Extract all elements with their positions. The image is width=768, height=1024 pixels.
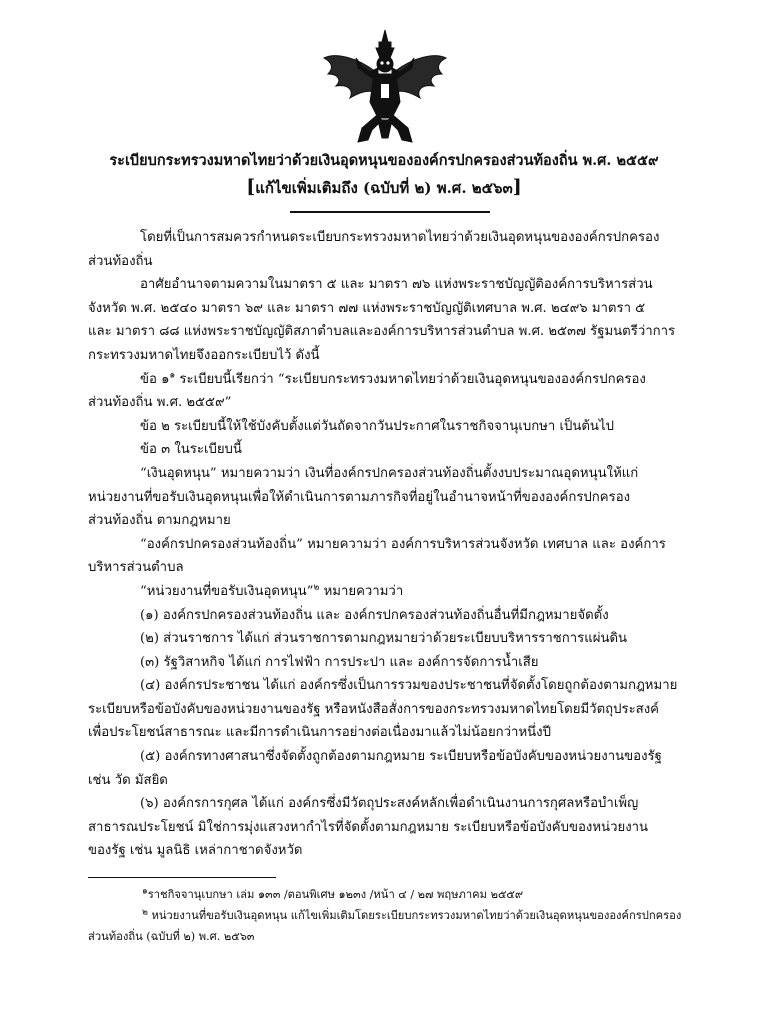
body-line-text: (๒) ส่วนราชการ ได้แก่ ส่วนราชการตามกฎหมายว่าด้วยระเบียบบริหารราชการแผ่นดิน: [140, 631, 628, 647]
title-divider: [290, 211, 490, 213]
body-line-text: โดยที่เป็นการสมควรกำหนดระเบียบกระทรวงมหาดไทยว่าด้วยเงินอุดหนุนขององค์กรปกครอง: [140, 230, 660, 245]
body-line-text: ระเบียบหรือข้อบังคับของหน่วยงานของรัฐ หรือหนังสือสั่งการของกระทรวงมหาดไทยโดยมีวัตถุประสงค์: [88, 701, 659, 717]
footnote-mark: ๒: [142, 907, 148, 918]
bracket-open: [: [246, 176, 256, 198]
body-line-text-rest: ระเบียบนี้เรียกว่า “ระเบียบกระทรวงมหาดไทยว่าด้วยเงินอุดหนุนขององค์กรปกครอง: [175, 371, 646, 387]
body-line-text: “เงินอุดหนุน” หมายความว่า เงินที่องค์กรปกครองส่วนท้องถิ่นตั้งงบประมาณอุดหนุนให้แก่: [140, 465, 639, 481]
body-line: [88, 438, 688, 462]
body-line-text: ส่วนท้องถิ่น ตามกฎหมาย: [88, 513, 231, 529]
footnote-text: ส่วนท้องถิ่น (ฉบับที่ ๒) พ.ศ. ๒๕๖๓: [88, 930, 255, 943]
footnote-2-continued: [88, 926, 688, 947]
body-line-text: ข้อ ๒ ระเบียบนี้ให้ใช้บังคับตั้งแต่วันถัดจากวันประกาศในราชกิจจานุเบกษา เป็นต้นไป: [140, 418, 614, 434]
footnote-reference: ๑: [169, 370, 176, 381]
body-line-text: กระทรวงมหาดไทยจึงออกระเบียบไว้ ดังนี้: [88, 347, 320, 363]
body-line: [88, 604, 688, 628]
body-line-text: เพื่อประโยชน์สาธารณะ และมีการดำเนินการอย่างต่อเนื่องมาแล้วไม่น้อยกว่าหนึ่งปี: [88, 725, 551, 741]
body-line-text: ส่วนท้องถิ่น: [88, 253, 153, 269]
body-line: [88, 698, 688, 722]
body-line-text: สาธารณประโยชน์ มิใช่การมุ่งแสวงหากำไรที่จัดตั้งตามกฎหมาย ระเบียบหรือข้อบังคับของหน่วยงาน: [88, 819, 649, 835]
body-line: [88, 769, 688, 793]
body-line: [88, 250, 688, 274]
body-line-text: ข้อ ๓ ในระเบียบนี้: [140, 442, 242, 458]
footnote-text: หน่วยงานที่ขอรับเงินอุดหนุน แก้ไขเพิ่มเติมโดยระเบียบกระทรวงมหาดไทยว่าด้วยเงินอุดหนุนขององค์กรปกครอง: [147, 909, 682, 922]
footnote-divider: [88, 877, 276, 878]
body-line: [88, 533, 688, 557]
body-line: [88, 674, 688, 698]
footnote-1: [88, 884, 742, 905]
body-line: [88, 462, 688, 486]
body-line: [88, 839, 688, 863]
body-line-text: (๓) รัฐวิสาหกิจ ได้แก่ การไฟฟ้า การประปา และ องค์การจัดการน้ำเสีย: [140, 654, 539, 670]
body-line-text: (๔) องค์กรประชาชน ได้แก่ องค์กรซึ่งเป็นการรวมของประชาชนที่จัดตั้งโดยถูกต้องตามกฎหมาย: [140, 678, 678, 694]
document-title: ระเบียบกระทรวงมหาดไทยว่าด้วยเงินอุดหนุนขององค์กรปกครองส่วนท้องถิ่น พ.ศ. ๒๕๕๙: [109, 152, 659, 169]
body-line-text: อาศัยอำนาจตามความในมาตรา ๕ และ มาตรา ๗๖ แห่งพระราชบัญญัติองค์การบริหารส่วน: [140, 277, 653, 293]
body-line: [88, 651, 688, 675]
body-line-text: จังหวัด พ.ศ. ๒๕๔๐ มาตรา ๖๙ และ มาตรา ๗๗ แห่งพระราชบัญญัติเทศบาล พ.ศ. ๒๔๙๖ มาตรา ๕: [88, 300, 646, 316]
footnote-2: [88, 905, 742, 926]
body-line: [88, 415, 688, 439]
body-line: [88, 721, 688, 745]
body-line: [88, 368, 688, 392]
body-line: [88, 556, 688, 580]
body-line-text: (๑) องค์กรปกครองส่วนท้องถิ่น และ องค์กรปกครองส่วนท้องถิ่นอื่นที่มีกฎหมายจัดตั้ง: [140, 607, 609, 623]
body-line-text: “หน่วยงานที่ขอรับเงินอุดหนุน”: [140, 583, 314, 599]
bracket-close: ]: [512, 176, 522, 198]
body-line: [88, 344, 688, 368]
body-line-text: ของรัฐ เช่น มูลนิธิ เหล่ากาชาดจังหวัด: [88, 843, 303, 859]
body-line: [88, 273, 688, 297]
body-line: [88, 792, 688, 816]
footnote-text: ราชกิจจานุเบกษา เล่ม ๑๓๓ /ตอนพิเศษ ๑๒๓ง /หน้า ๔ / ๒๗ พฤษภาคม ๒๕๕๙: [147, 888, 524, 901]
body-line-text: บริหารส่วนตำบล: [88, 560, 184, 576]
body-line-text: ข้อ ๑: [140, 371, 170, 387]
body-line: [88, 320, 688, 344]
body-line: [88, 816, 688, 840]
body-line-text: เช่น วัด มัสยิด: [88, 772, 168, 788]
footnote-mark: ๑: [142, 886, 148, 897]
document-body: [88, 226, 688, 863]
document-subtitle: [40, 177, 728, 198]
footnote-reference: ๒: [313, 582, 320, 593]
body-line: [88, 391, 688, 415]
body-line-text: “องค์กรปกครองส่วนท้องถิ่น” หมายความว่า องค์การบริหารส่วนจังหวัด เทศบาล และ องค์การ: [140, 536, 666, 552]
subtitle-text: แก้ไขเพิ่มเติมถึง (ฉบับที่ ๒) พ.ศ. ๒๕๖๓: [255, 179, 513, 197]
body-line-text: หน่วยงานที่ขอรับเงินอุดหนุนเพื่อให้ดำเนินการตามภารกิจที่อยู่ในอำนาจหน้าที่ขององค์กรปกครอง: [88, 489, 631, 505]
garuda-emblem-icon: [318, 28, 452, 146]
body-line: [88, 580, 688, 604]
body-line: [88, 226, 688, 250]
body-line: [88, 745, 688, 769]
body-line: [88, 627, 688, 651]
body-line-text: ส่วนท้องถิ่น พ.ศ. ๒๕๕๙”: [88, 395, 232, 411]
body-line-text-rest: หมายความว่า: [319, 583, 404, 599]
body-line: [88, 509, 688, 533]
body-line-text: และ มาตรา ๘๘ แห่งพระราชบัญญัติสภาตำบลและองค์การบริหารส่วนตำบล พ.ศ. ๒๕๓๗ รัฐมนตรีว่าการ: [88, 324, 676, 340]
body-line-text: (๖) องค์กรการกุศล ได้แก่ องค์กรซึ่งมีวัตถุประสงค์หลักเพื่อดำเนินงานการกุศลหรือบำเพ็ญ: [140, 796, 639, 812]
body-line-text: (๕) องค์กรทางศาสนาซึ่งจัดตั้งถูกต้องตามกฎหมาย ระเบียบหรือข้อบังคับของหน่วยงานของรัฐ: [140, 749, 662, 765]
body-line: [88, 486, 688, 510]
body-line: [88, 297, 688, 321]
